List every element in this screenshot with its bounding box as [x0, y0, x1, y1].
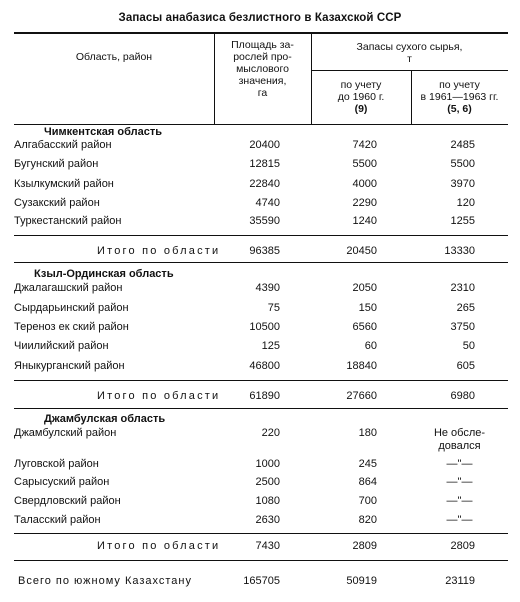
stock-1961-1963-note: Не обсле- — [433, 427, 486, 439]
stock-1961-1963-value: 605 — [456, 360, 475, 372]
district-name: Туркестанский район — [14, 215, 122, 227]
region-title: Кзыл-Ординская область — [34, 268, 174, 280]
header-col-district: Область, район — [75, 51, 153, 63]
stock-1961-1963-note: довался — [438, 440, 481, 452]
header-col-1961-1963-line: по учету — [439, 79, 480, 91]
district-name: Бугунский район — [14, 158, 99, 170]
district-name: Сарысуский район — [14, 476, 110, 488]
area-value: 22840 — [249, 178, 280, 190]
ditto-mark: —"— — [446, 495, 473, 507]
district-name: Сырдарьинский район — [14, 302, 129, 314]
area-value: 12815 — [249, 158, 280, 170]
grand-total-area: 165705 — [243, 575, 280, 587]
grand-total-before1960: 50919 — [346, 575, 377, 587]
district-name: Сузакский район — [14, 197, 100, 209]
header-col-area-line: Площадь за- — [231, 39, 294, 51]
district-name: Луговской район — [14, 458, 99, 470]
ditto-mark: —"— — [446, 514, 473, 526]
stock-before1960-value: 60 — [364, 340, 377, 352]
rule — [14, 560, 508, 561]
top-rule — [14, 32, 508, 34]
grand-total-1961-1963: 23119 — [445, 575, 475, 587]
group-rule — [311, 70, 508, 71]
stock-before1960-value: 820 — [358, 514, 377, 526]
stock-1961-1963-value: 2310 — [450, 282, 475, 294]
header-col-before1960-ref: (9) — [354, 103, 368, 115]
stock-before1960-value: 5500 — [352, 158, 377, 170]
stock-1961-1963-value: 3750 — [450, 321, 475, 333]
rule — [14, 235, 508, 236]
stock-1961-1963-value: 5500 — [450, 158, 475, 170]
region-total-label: Итого по области — [97, 540, 221, 552]
stock-1961-1963-value: 1255 — [450, 215, 475, 227]
rule — [14, 262, 508, 263]
district-name: Кзылкумский район — [14, 178, 114, 190]
rule — [14, 380, 508, 381]
stock-before1960-value: 4000 — [352, 178, 377, 190]
stock-before1960-value: 2050 — [352, 282, 377, 294]
ditto-mark: —"— — [446, 476, 473, 488]
stock-1961-1963-value: 3970 — [450, 178, 475, 190]
area-total: 96385 — [249, 245, 280, 257]
area-value: 2630 — [255, 514, 280, 526]
stock-1961-1963-value: 120 — [456, 197, 475, 209]
stock-1961-1963-value: 2485 — [450, 139, 475, 151]
stock-1961-1963-value: 50 — [462, 340, 475, 352]
district-name: Джалагашский район — [14, 282, 123, 294]
header-bottom-rule — [14, 124, 508, 125]
area-value: 75 — [267, 302, 280, 314]
header-col-before1960-line: до 1960 г. — [337, 91, 385, 103]
stock-1961-1963-total: 6980 — [450, 390, 475, 402]
header-col-before1960-line: по учету — [340, 79, 382, 91]
area-total: 7430 — [255, 540, 280, 552]
area-value: 46800 — [249, 360, 280, 372]
stock-before1960-total: 27660 — [346, 390, 377, 402]
stock-before1960-value: 245 — [358, 458, 377, 470]
rule — [14, 533, 508, 534]
stock-before1960-total: 2809 — [352, 540, 377, 552]
stock-before1960-value: 700 — [358, 495, 377, 507]
header-col-area-line: значения, — [238, 75, 287, 87]
stock-before1960-value: 180 — [358, 427, 377, 439]
region-total-label: Итого по области — [97, 390, 221, 402]
stock-before1960-value: 7420 — [352, 139, 377, 151]
area-value: 1000 — [255, 458, 280, 470]
stock-before1960-total: 20450 — [346, 245, 377, 257]
grand-total-label: Всего по южному Казахстану — [18, 575, 192, 587]
area-value: 125 — [261, 340, 280, 352]
stock-1961-1963-value: 265 — [456, 302, 475, 314]
area-value: 1080 — [255, 495, 280, 507]
stock-before1960-value: 18840 — [346, 360, 377, 372]
stock-before1960-value: 6560 — [352, 321, 377, 333]
stock-before1960-value: 864 — [358, 476, 377, 488]
district-name: Таласский район — [14, 514, 101, 526]
area-value: 10500 — [249, 321, 280, 333]
region-title: Джамбулская область — [44, 413, 166, 425]
region-title: Чимкентская область — [44, 126, 162, 138]
area-value: 220 — [261, 427, 280, 439]
table-title: Запасы анабазиса безлистного в Казахской ССР — [118, 12, 402, 24]
district-name: Яныкурганский район — [14, 360, 125, 372]
district-name: Чиилийский район — [14, 340, 109, 352]
area-value: 4740 — [255, 197, 280, 209]
header-group-stock-unit: т — [407, 53, 412, 65]
district-name: Алгабасский район — [14, 139, 112, 151]
area-value: 20400 — [249, 139, 280, 151]
header-col-1961-1963-ref: (5, 6) — [447, 103, 472, 115]
district-name: Джамбулский район — [14, 427, 117, 439]
ditto-mark: —"— — [446, 458, 473, 470]
stock-1961-1963-total: 13330 — [444, 245, 475, 257]
stock-1961-1963-total: 2809 — [450, 540, 475, 552]
header-group-stock: Запасы сухого сырья, — [356, 41, 463, 53]
district-name: Тереноз ек ский район — [14, 321, 129, 333]
header-col-area-line: га — [257, 87, 268, 99]
area-value: 2500 — [255, 476, 280, 488]
region-total-label: Итого по области — [97, 245, 221, 257]
header-col-area-line: рослей про- — [233, 51, 292, 63]
stock-before1960-value: 150 — [358, 302, 377, 314]
header-col-area-line: мыслового — [236, 63, 289, 75]
rule — [14, 408, 508, 409]
area-total: 61890 — [249, 390, 280, 402]
area-value: 4390 — [255, 282, 280, 294]
stock-before1960-value: 1240 — [352, 215, 377, 227]
district-name: Свердловский район — [14, 495, 121, 507]
header-col-1961-1963-line: в 1961—1963 гг. — [420, 91, 499, 103]
stock-before1960-value: 2290 — [352, 197, 377, 209]
area-value: 35590 — [249, 215, 280, 227]
